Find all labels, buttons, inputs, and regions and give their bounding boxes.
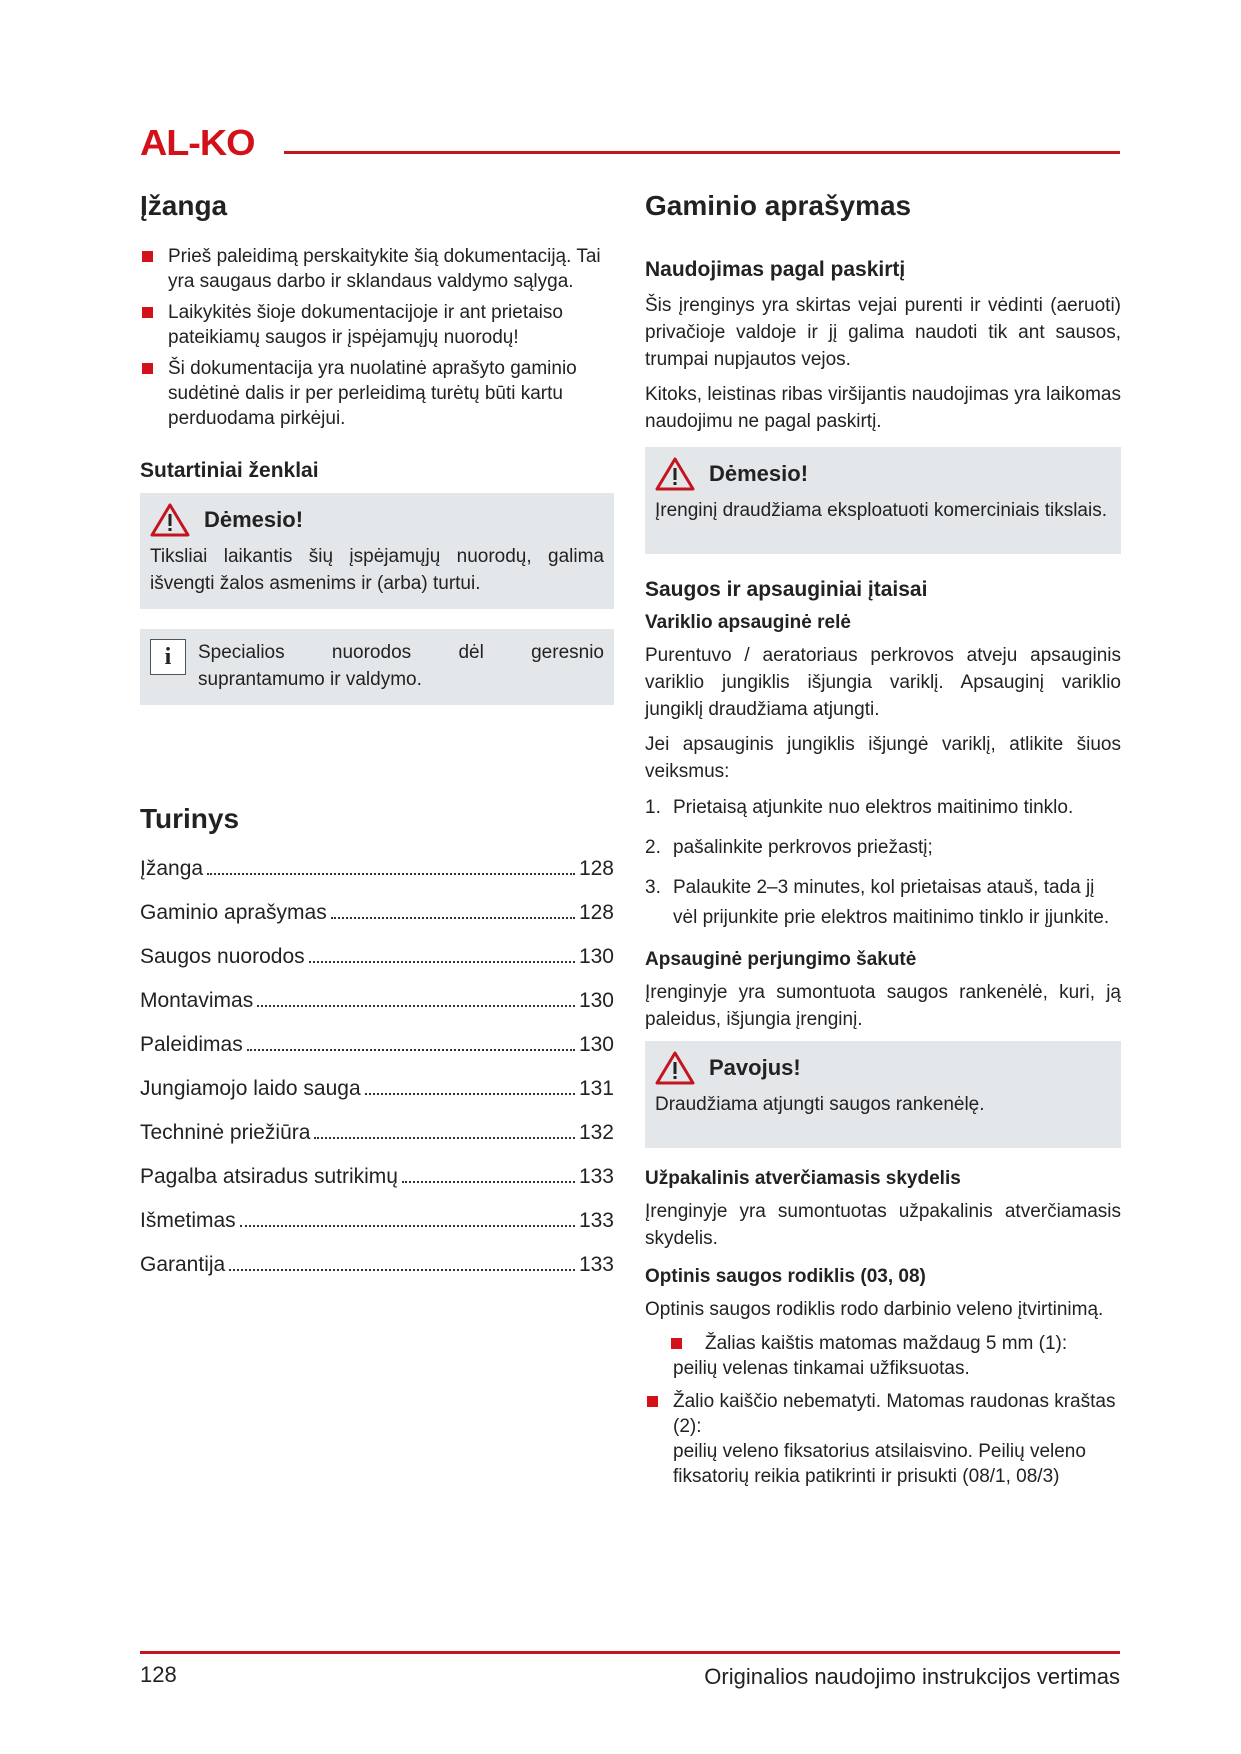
toc-entry [140,945,614,969]
toc-label: Saugos nuorodos [140,945,305,968]
toc-entry [140,1077,614,1101]
attention-text: Įrenginį draudžiama eksploatuoti komerciniais tikslais. [655,500,1107,521]
relay-paragraph: Jei apsauginis jungiklis išjungė variklį, atlikite šiuos veiksmus: [645,734,1121,782]
list-item: 2. pašalinkite perkrovos priežastį; [645,837,933,858]
alko-logo: AL-KO [140,122,255,163]
usage-title: Naudojimas pagal paskirtį [645,258,906,281]
bullet-square-icon [647,1396,658,1407]
toc-label: Pagalba atsiradus sutrikimų [140,1165,398,1188]
fork-title: Apsauginė perjungimo šakutė [645,949,917,970]
toc-label: Montavimas [140,989,254,1012]
toc-page: 128 [578,901,614,924]
usage-paragraph: Kitoks, leistinas ribas viršijantis naudojimas yra laikomas naudojimu ne pagal paskirtį. [645,384,1121,432]
list-item: Žalias kaištis matomas maždaug 5 mm (1): peilių velenas tinkamai užfiksuotas. [673,1333,1068,1379]
toc-label: Garantija [140,1253,226,1276]
toc-dot-leader [314,1137,575,1139]
bullet-square-icon [142,363,153,374]
toc-dot-leader [247,1049,575,1051]
toc-entry [140,989,614,1013]
bullet-square-icon [142,251,153,262]
warning-triangle-icon [655,1051,695,1085]
usage-paragraph: Šis įrenginys yra skirtas vejai purenti ir vėdinti (aeruoti) privačioje valdoje ir jį galima naudoti tik ant sausos, trumpai nupjautos vejos. [645,295,1121,370]
footer-rule [140,1651,1120,1654]
toc-page: 131 [578,1077,614,1100]
toc-dot-leader [331,917,575,919]
toc-label: Išmetimas [140,1209,236,1232]
optical-indicator-title: Optinis saugos rodiklis (03, 08) [645,1266,926,1287]
info-box [140,629,614,705]
list-item: Ši dokumentacija yra nuolatinė aprašyto gaminio sudėtinė dalis ir per perleidimą turėtų būti kartu perduodama pirkėjui. [140,356,614,431]
bullet-square-icon [142,307,153,318]
toc-dot-leader [309,961,575,963]
toc-entry [140,1253,614,1277]
toc-dot-leader [365,1093,575,1095]
toc-page: 133 [578,1165,614,1188]
attention-text: Tiksliai laikantis šių įspėjamųjų nuorodų, galima išvengti žalos asmenims ir (arba) turtui. [150,546,604,594]
list-item: Žalio kaiščio nebematyti. Matomas raudonas kraštas (2): peilių veleno fiksatorius atsilaisvino. Peilių veleno fiksatorių reikia patikrinti ir prisukti (08/1, 08/3) [645,1389,1121,1489]
optical-indicator-text: Optinis saugos rodiklis rodo darbinio veleno įtvirtinimą. [645,1299,1104,1320]
info-text: Specialios nuorodos dėl geresnio suprantamumo ir valdymo. [198,642,604,690]
header-rule [284,151,1120,154]
toc-entry [140,1209,614,1233]
list-item: Prieš paleidimą perskaitykite šią dokumentaciją. Tai yra saugaus darbo ir sklandaus valdymo sąlyga. [140,244,614,294]
attention-title: Dėmesio! [204,507,304,532]
toc-label: Įžanga [140,857,204,880]
toc-label: Techninė priežiūra [140,1121,311,1144]
toc-page: 130 [578,1033,614,1056]
flap-title: Užpakalinis atverčiamasis skydelis [645,1168,961,1189]
warning-triangle-icon [150,503,190,537]
table-of-contents [140,857,614,1277]
toc-entry [140,857,614,881]
attention-box [645,447,1121,554]
toc-dot-leader [240,1225,575,1227]
warning-triangle-icon [655,457,695,491]
toc-page: 133 [578,1209,614,1232]
toc-dot-leader [207,873,575,875]
info-icon: i [150,639,186,675]
left-column [140,190,614,1297]
safety-devices-title: Saugos ir apsauginiai įtaisai [645,578,928,601]
product-description-title: Gaminio aprašymas [645,190,912,221]
relay-title: Variklio apsauginė relė [645,612,851,633]
toc-entry [140,1165,614,1189]
toc-page: 130 [578,989,614,1012]
toc-title: Turinys [140,803,240,834]
toc-page: 133 [578,1253,614,1276]
footer-text: Originalios naudojimo instrukcijos vertimas [704,1664,1120,1689]
optical-indicator-list [645,1331,1121,1489]
intro-title: Įžanga [140,190,228,221]
toc-page: 128 [578,857,614,880]
toc-entry [140,1121,614,1145]
page-number: 128 [140,1662,177,1687]
fork-text: Įrenginyje yra sumontuota saugos rankenėlė, kuri, ją paleidus, išjungia įrenginį. [645,982,1121,1030]
danger-text: Draudžiama atjungti saugos rankenėlę. [655,1094,985,1115]
intro-bullets [140,244,614,431]
toc-label: Gaminio aprašymas [140,901,327,924]
toc-entry [140,901,614,925]
toc-label: Jungiamojo laido sauga [140,1077,361,1100]
danger-box [645,1041,1121,1148]
attention-box [140,493,614,609]
danger-title: Pavojus! [709,1055,801,1080]
flap-text: Įrenginyje yra sumontuotas užpakalinis atverčiamasis skydelis. [645,1201,1121,1249]
toc-dot-leader [402,1181,575,1183]
toc-dot-leader [257,1005,575,1007]
right-column [645,190,1121,1497]
toc-page: 130 [578,945,614,968]
bullet-square-icon [671,1338,682,1349]
toc-entry [140,1033,614,1057]
relay-paragraph: Purentuvo / aeratoriaus perkrovos atveju apsauginis variklio jungiklis išjungia variklį. Apsauginį variklio jungiklį draudžiama atjungti. [645,645,1121,720]
list-item: 1. Prietaisą atjunkite nuo elektros maitinimo tinklo. [645,797,1074,818]
toc-label: Paleidimas [140,1033,243,1056]
signs-title: Sutartiniai ženklai [140,459,319,482]
toc-dot-leader [229,1269,575,1271]
steps-list [645,793,1121,933]
toc-page: 132 [578,1121,614,1144]
list-item: Laikykitės šioje dokumentacijoje ir ant prietaiso pateikiamų saugos ir įspėjamųjų nuorodų! [140,300,614,350]
attention-title: Dėmesio! [709,461,809,486]
list-item: 3. Palaukite 2–3 minutes, kol prietaisas atauš, tada jį vėl prijunkite prie elektros maitinimo tinklo ir įjunkite. [645,877,1110,928]
